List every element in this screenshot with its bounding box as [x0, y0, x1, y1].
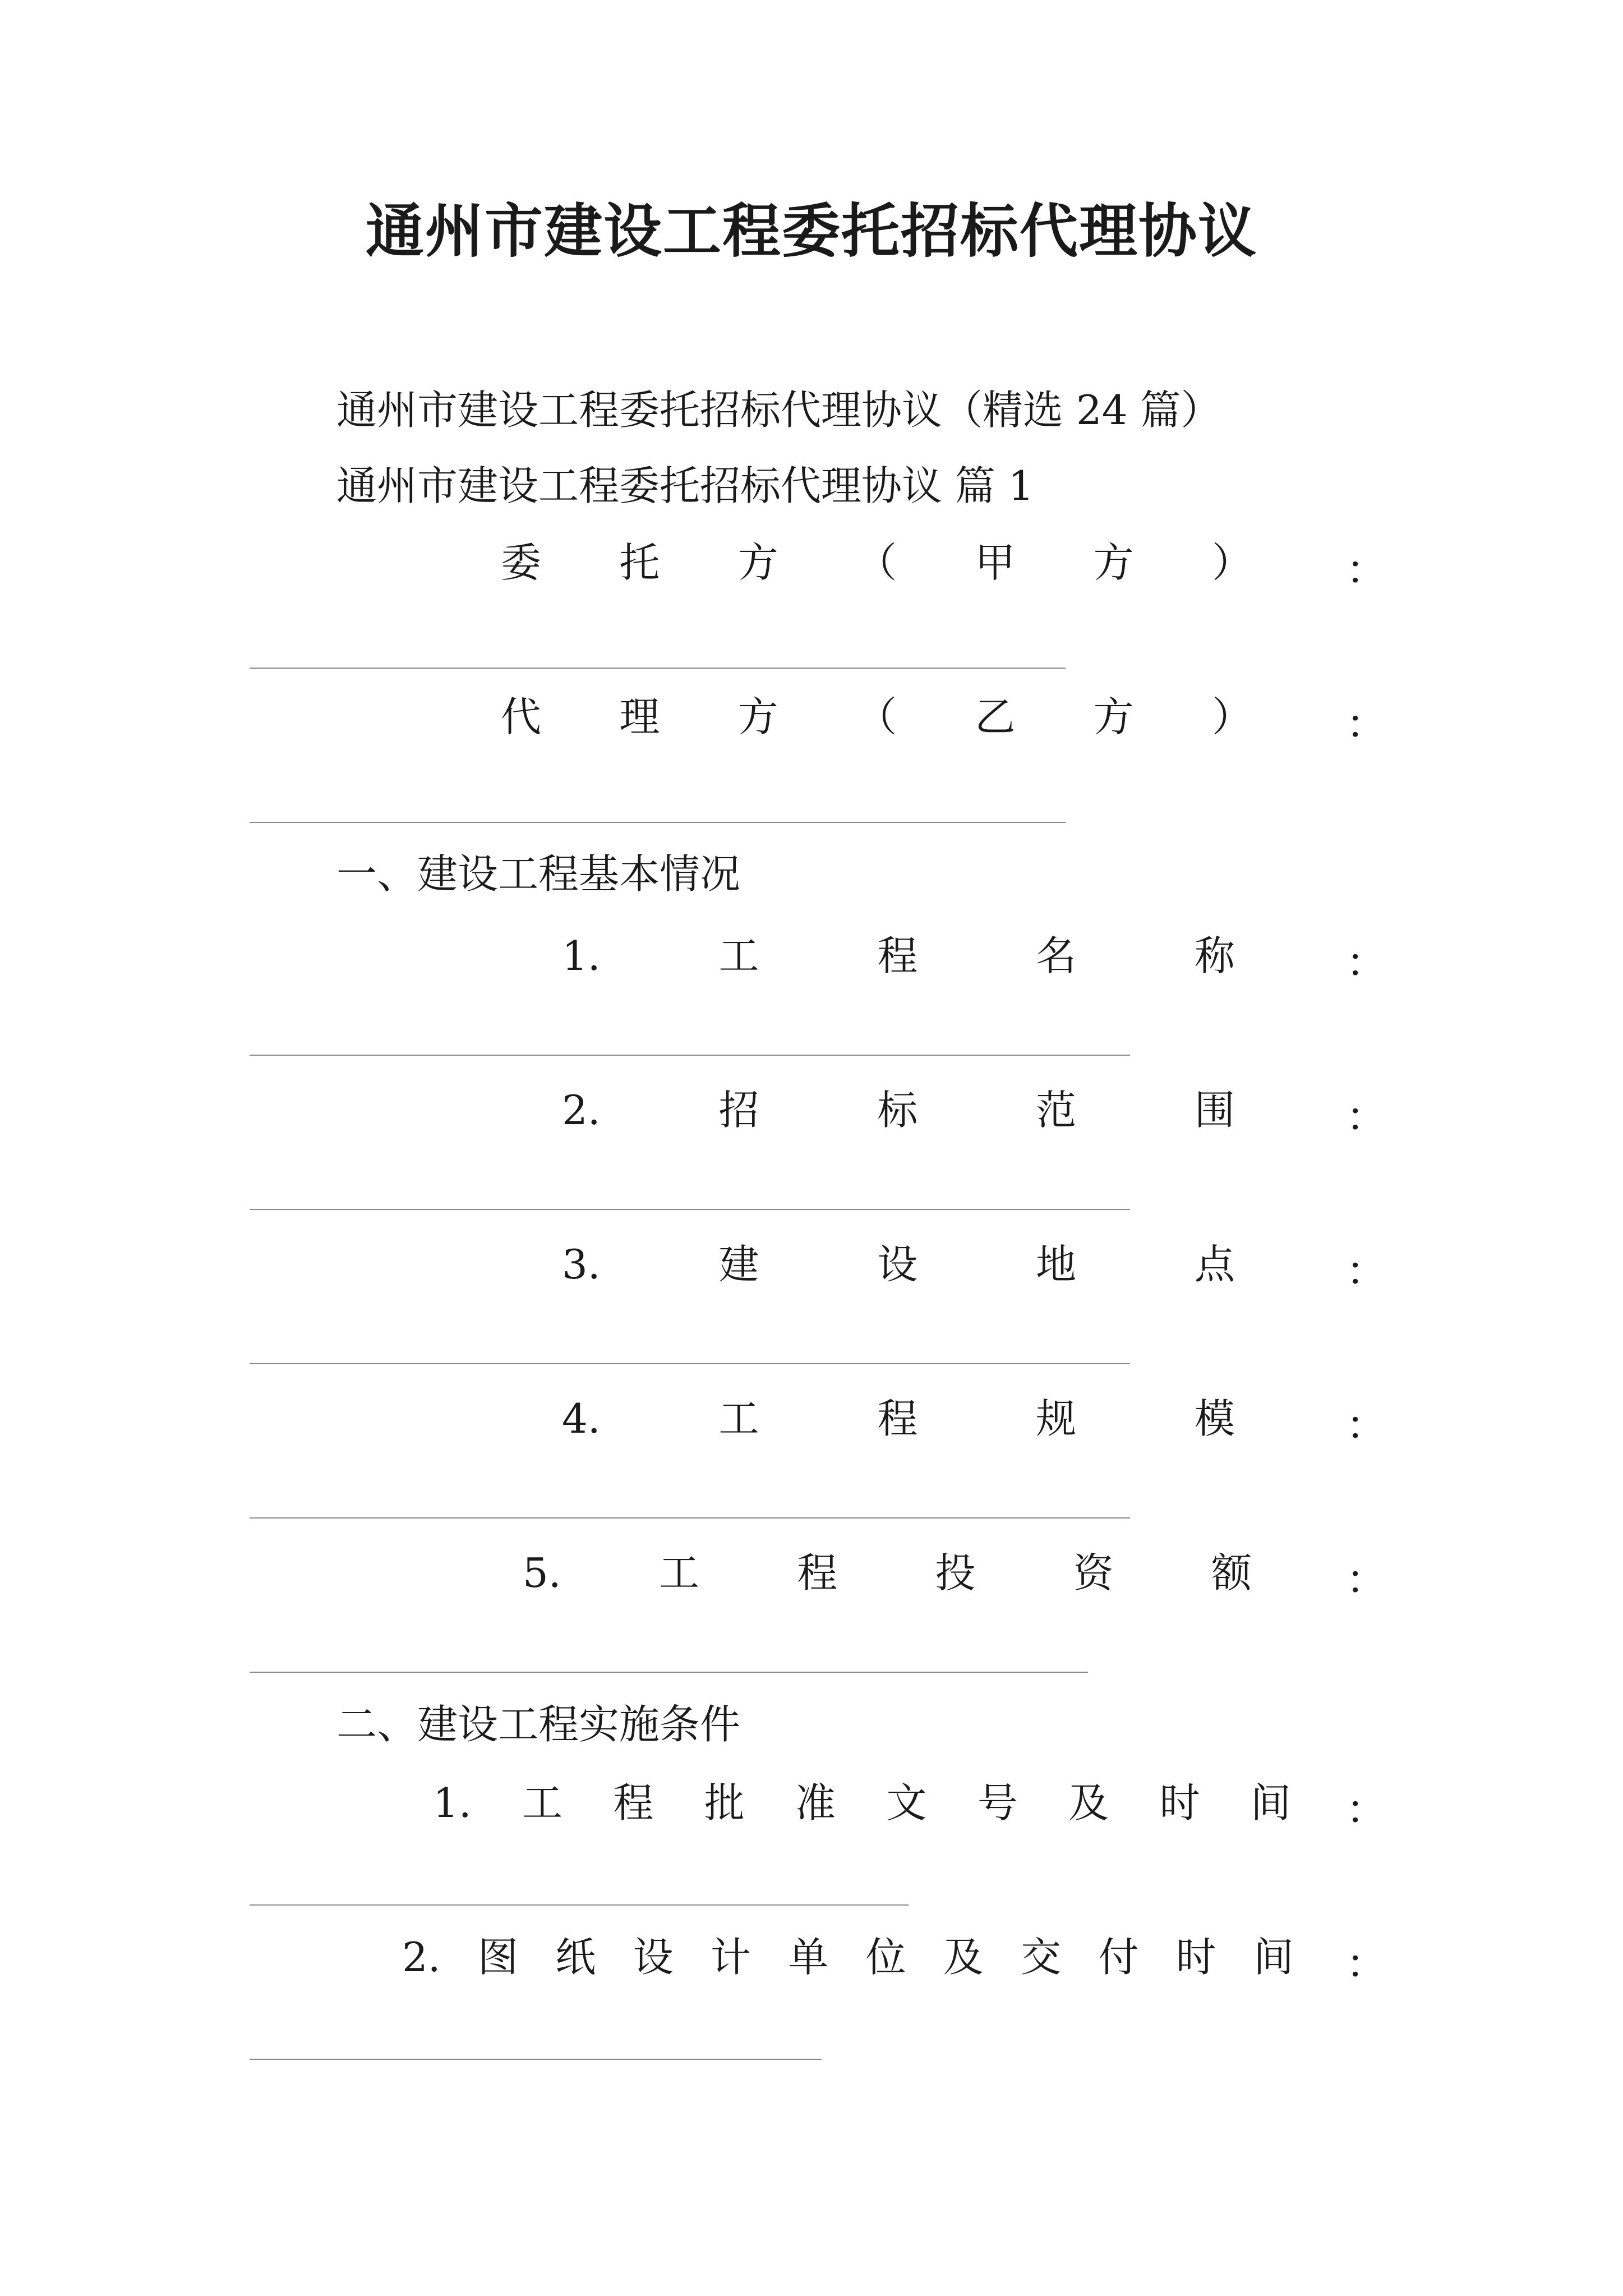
construction-site-label — [562, 1241, 1235, 1288]
project-name-blank-line[interactable] — [250, 1055, 1130, 1056]
document-title: 通州市建设工程委托招标代理协议 — [365, 196, 1257, 265]
item-char: 投 — [935, 1549, 976, 1596]
agent-char: 方 — [1093, 693, 1134, 740]
intro-line-1: 通州市建设工程委托招标代理协议（精选 24 篇） — [336, 386, 1221, 434]
principal-char: 托 — [619, 539, 660, 586]
agent-party-label — [501, 693, 1252, 740]
section-2-heading: 二、建设工程实施条件 — [336, 1701, 741, 1748]
item-char: 围 — [1194, 1087, 1235, 1134]
item-char: 招 — [718, 1087, 759, 1134]
item-char: 资 — [1073, 1549, 1114, 1596]
item-char: 额 — [1211, 1549, 1252, 1596]
item-char: 时 — [1175, 1934, 1216, 1981]
item-char: 程 — [797, 1549, 838, 1596]
item-char: 图 — [477, 1934, 518, 1981]
item-char: 及 — [1068, 1779, 1109, 1826]
agent-char: 方 — [737, 693, 778, 740]
item-char: 文 — [886, 1779, 927, 1826]
item-char: 称 — [1194, 932, 1235, 979]
tender-scope-colon: ： — [1346, 1093, 1387, 1140]
construction-site-colon: ： — [1346, 1248, 1387, 1295]
principal-char: 方 — [1093, 539, 1134, 586]
item-char: 批 — [704, 1779, 745, 1826]
project-scale-blank-line[interactable] — [250, 1517, 1130, 1519]
item-char: 间 — [1250, 1779, 1291, 1826]
item-char: 程 — [613, 1779, 654, 1826]
item-char: 工 — [522, 1779, 563, 1826]
approval-number-colon: ： — [1346, 1786, 1387, 1833]
item-char: 位 — [865, 1934, 906, 1981]
item-char: 名 — [1036, 932, 1077, 979]
project-name-label — [562, 932, 1235, 979]
principal-char: （ — [856, 539, 897, 586]
item-char: 建 — [718, 1241, 759, 1288]
agent-char: 乙 — [975, 693, 1016, 740]
item-number: 1. — [562, 932, 601, 979]
project-investment-colon: ： — [1346, 1556, 1387, 1603]
drawing-design-unit-blank-line[interactable] — [250, 2059, 822, 2060]
item-number: 3. — [562, 1241, 601, 1288]
approval-number-blank-line[interactable] — [250, 1904, 909, 1906]
agent-char: ） — [1211, 693, 1252, 740]
item-char: 工 — [718, 1395, 759, 1442]
item-char: 纸 — [555, 1934, 596, 1981]
agent-colon: ： — [1346, 701, 1387, 748]
item-number: 1. — [433, 1779, 472, 1826]
item-number: 4. — [562, 1395, 601, 1442]
item-char: 号 — [977, 1779, 1018, 1826]
item-char: 模 — [1194, 1395, 1235, 1442]
item-char: 点 — [1194, 1241, 1235, 1288]
item-char: 时 — [1159, 1779, 1200, 1826]
item-char: 设 — [877, 1241, 918, 1288]
item-char: 地 — [1036, 1241, 1077, 1288]
principal-char: 甲 — [975, 539, 1016, 586]
project-name-colon: ： — [1346, 939, 1387, 986]
agent-char: （ — [856, 693, 897, 740]
construction-site-blank-line[interactable] — [250, 1363, 1130, 1364]
agent-blank-line[interactable] — [250, 822, 1066, 823]
agent-char: 理 — [619, 693, 660, 740]
item-char: 程 — [877, 932, 918, 979]
principal-party-label — [501, 539, 1252, 586]
item-char: 工 — [658, 1549, 699, 1596]
drawing-design-unit-colon: ： — [1346, 1940, 1387, 1987]
item-number: 2. — [402, 1934, 441, 1981]
agent-char: 代 — [501, 693, 542, 740]
principal-char: ） — [1211, 539, 1252, 586]
project-scale-colon: ： — [1346, 1402, 1387, 1449]
project-investment-label — [523, 1549, 1252, 1596]
item-char: 及 — [943, 1934, 984, 1981]
item-char: 规 — [1036, 1395, 1077, 1442]
principal-colon: ： — [1346, 546, 1387, 593]
item-char: 工 — [718, 932, 759, 979]
principal-char: 委 — [501, 539, 542, 586]
item-char: 程 — [877, 1395, 918, 1442]
item-char: 标 — [877, 1087, 918, 1134]
tender-scope-blank-line[interactable] — [250, 1209, 1130, 1210]
item-number: 5. — [523, 1549, 561, 1596]
item-char: 单 — [788, 1934, 829, 1981]
tender-scope-label — [562, 1087, 1235, 1134]
item-char: 计 — [710, 1934, 751, 1981]
item-number: 2. — [562, 1087, 601, 1134]
project-scale-label — [562, 1395, 1235, 1442]
section-1-heading: 一、建设工程基本情况 — [336, 850, 741, 898]
item-char: 交 — [1021, 1934, 1062, 1981]
principal-char: 方 — [737, 539, 778, 586]
approval-number-label — [433, 1779, 1291, 1826]
item-char: 付 — [1098, 1934, 1139, 1981]
drawing-design-unit-label — [402, 1934, 1294, 1981]
project-investment-blank-line[interactable] — [250, 1672, 1088, 1673]
item-char: 间 — [1253, 1934, 1294, 1981]
item-char: 范 — [1036, 1087, 1077, 1134]
item-char: 准 — [795, 1779, 836, 1826]
principal-blank-line[interactable] — [250, 668, 1066, 669]
intro-line-2: 通州市建设工程委托招标代理协议 篇 1 — [336, 462, 1034, 509]
item-char: 设 — [633, 1934, 674, 1981]
